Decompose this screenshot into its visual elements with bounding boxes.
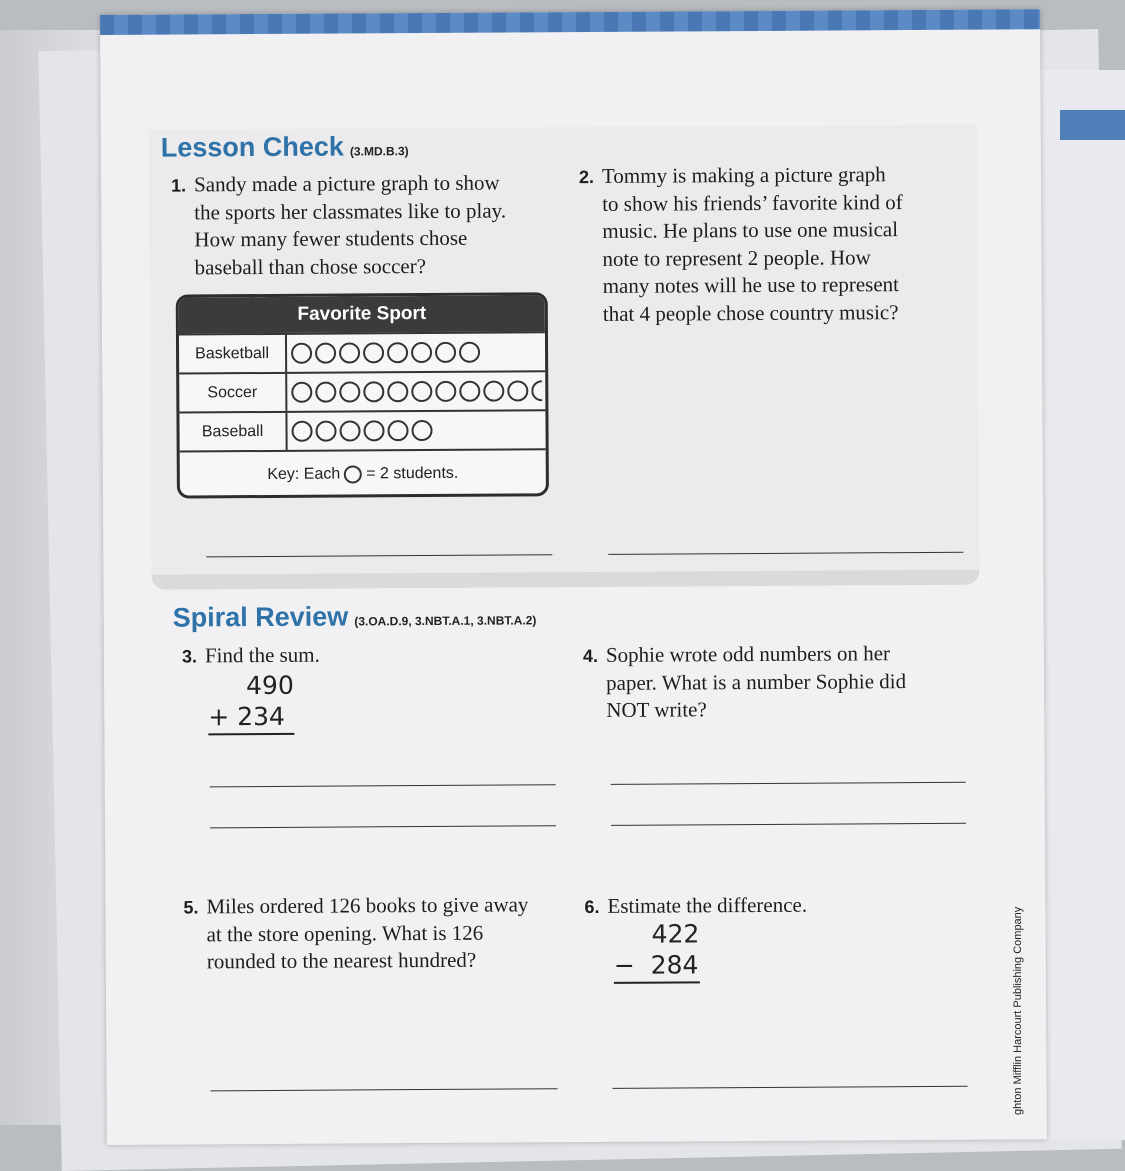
circle-icon [363, 381, 384, 402]
circle-icon [339, 420, 360, 441]
spiral-review-code: (3.OA.D.9, 3.NBT.A.1, 3.NBT.A.2) [354, 613, 537, 629]
circle-icon [387, 342, 408, 363]
question-4-line: paper. What is a number Sophie did [606, 668, 907, 695]
addition-bottom-number: + 234 [208, 701, 294, 736]
question-2-line: music. He plans to use one musical [602, 217, 899, 243]
circle-icon [507, 380, 528, 401]
addition-top-number: 490 [246, 670, 294, 701]
lesson-check-title [161, 131, 409, 164]
question-1-line: Sandy made a picture graph to show [193, 170, 500, 197]
question-5-line: Miles ordered 126 books to give away [206, 892, 529, 919]
circle-icon [315, 382, 336, 403]
spiral-review-title-text: Spiral Review [172, 601, 349, 633]
circle-icon [387, 381, 408, 402]
question-2-line: note to represent 2 people. How [602, 244, 871, 271]
page-top-band [100, 9, 1040, 35]
picture-graph-row-label: Soccer [179, 374, 287, 412]
lesson-check-code: (3.MD.B.3) [349, 144, 409, 159]
question-1 [171, 169, 572, 281]
question-3-number: 3. [181, 646, 197, 667]
question-6-number: 6. [584, 896, 600, 918]
circle-icon [411, 342, 432, 363]
answer-line-q4-second[interactable] [611, 823, 966, 826]
circle-icon [411, 381, 432, 402]
picture-graph-row-label: Basketball [179, 335, 287, 373]
half-circle-icon [531, 380, 542, 401]
answer-line-q3-second[interactable] [210, 825, 556, 828]
question-1-line: How many fewer students chose [194, 225, 468, 252]
circle-icon [435, 381, 456, 402]
addition-problem [208, 670, 294, 736]
question-2-number: 2. [578, 166, 595, 188]
question-2-line: that 4 people chose country music? [602, 299, 899, 326]
circle-icon [291, 382, 312, 403]
answer-line-q6[interactable] [613, 1086, 968, 1089]
circle-icon [411, 420, 432, 441]
question-4 [583, 640, 983, 725]
answer-line-q3[interactable] [210, 784, 556, 787]
circle-icon [344, 465, 362, 483]
picture-graph-row-icons [291, 342, 483, 365]
answer-line-q5[interactable] [211, 1088, 558, 1091]
subtraction-problem [614, 918, 700, 984]
picture-graph-key [180, 448, 546, 498]
question-5-line: at the store opening. What is 126 [206, 920, 484, 946]
background-sheet-band [1060, 110, 1125, 140]
picture-graph-title: Favorite Sport [179, 295, 545, 333]
picture-graph [176, 292, 549, 498]
circle-icon [339, 381, 360, 402]
question-2 [579, 161, 980, 328]
question-1-number: 1. [170, 175, 187, 196]
subtraction-top-number: 422 [651, 919, 700, 949]
circle-icon [291, 343, 312, 364]
question-3-line: Find the sum. [204, 642, 320, 668]
circle-icon [363, 342, 384, 363]
answer-line-q4[interactable] [611, 782, 966, 785]
circle-icon [459, 381, 480, 402]
question-1-line: the sports her classmates like to play. [194, 198, 507, 224]
circle-icon [435, 342, 456, 363]
lesson-check-box-footer [151, 570, 979, 590]
circle-icon [483, 381, 504, 402]
circle-icon [315, 343, 336, 364]
picture-graph-row [179, 409, 545, 450]
question-1-line: baseball than chose soccer? [194, 253, 427, 279]
question-2-line: Tommy is making a picture graph [601, 162, 886, 188]
lesson-check-title-text: Lesson Check [160, 131, 344, 163]
picture-graph-key-suffix: = 2 students. [366, 464, 459, 483]
spiral-review-title [173, 600, 537, 633]
circle-icon [291, 421, 312, 442]
subtraction-bottom-number: − 284 [614, 949, 700, 984]
question-4-line: NOT write? [606, 697, 707, 722]
circle-icon [315, 421, 336, 442]
picture-graph-row-icons [291, 420, 435, 443]
question-5-number: 5. [183, 897, 199, 918]
publisher-credit: ghton Mifflin Harcourt Publishing Company [1012, 906, 1024, 1115]
picture-graph-row [179, 331, 545, 372]
picture-graph-key-prefix: Key: Each [267, 465, 341, 483]
worksheet-page [100, 9, 1047, 1145]
question-2-line: to show his friends’ favorite kind of [602, 189, 903, 216]
question-5 [183, 891, 583, 976]
circle-icon [459, 342, 480, 363]
picture-graph-row-label: Baseball [179, 413, 287, 451]
circle-icon [363, 420, 384, 441]
question-4-number: 4. [582, 645, 599, 667]
question-6 [584, 891, 984, 922]
question-5-line: rounded to the nearest hundred? [206, 947, 477, 974]
circle-icon [387, 420, 408, 441]
question-6-line: Estimate the difference. [607, 892, 808, 918]
question-4-line: Sophie wrote odd numbers on her [605, 641, 891, 667]
picture-graph-row [179, 370, 545, 411]
picture-graph-row-icons [291, 380, 542, 404]
question-3 [182, 640, 562, 671]
question-2-line: many notes will he use to represent [602, 272, 900, 298]
circle-icon [339, 342, 360, 363]
